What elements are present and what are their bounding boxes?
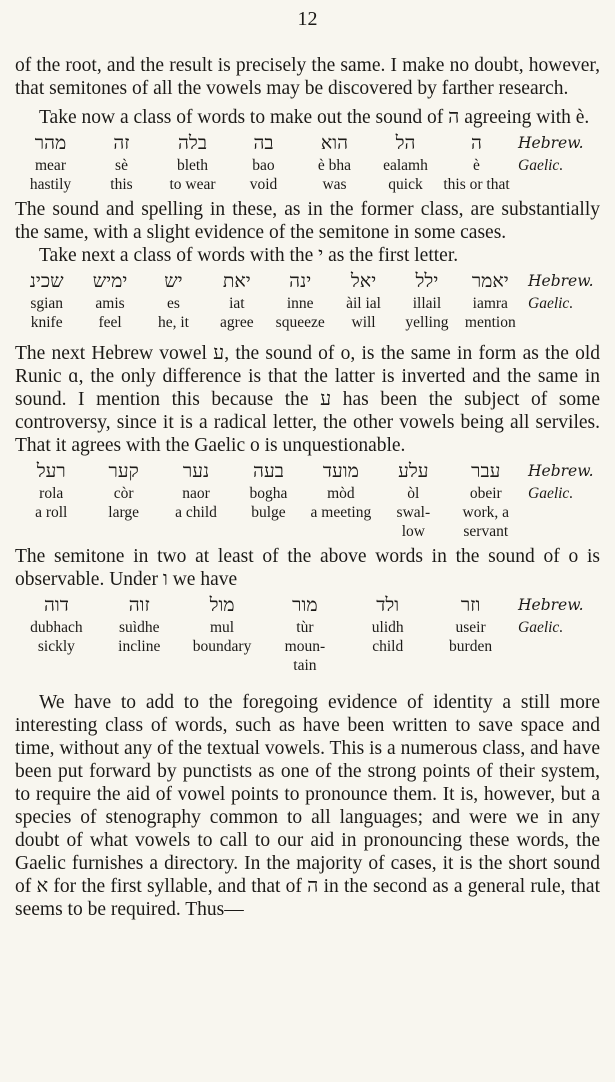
gaelic-word: ulidh (371, 619, 404, 636)
hebrew-word: ולד (376, 594, 400, 616)
english-gloss: bulge (251, 504, 286, 521)
english-gloss: work, a servant (462, 504, 510, 540)
gaelic-word: iat (229, 295, 245, 312)
page-number: 12 (297, 8, 318, 30)
english-gloss: yelling (405, 314, 449, 331)
english-gloss: quick (388, 176, 423, 193)
gaelic-word: bao (252, 157, 275, 174)
gaelic-label: Gaelic. (518, 619, 564, 636)
gaelic-label: Gaelic. (518, 157, 564, 174)
english-gloss: incline (118, 638, 161, 655)
gaelic-word: obeir (469, 485, 502, 502)
hebrew-label: Hebrew. (518, 596, 584, 614)
hebrew-word: עבר (471, 460, 501, 482)
hebrew-word: ה (471, 132, 482, 154)
gaelic-word: dubhach (30, 619, 83, 636)
hebrew-label: Hebrew. (528, 462, 594, 480)
gaelic-label: Gaelic. (528, 485, 574, 502)
hebrew-word: הל (395, 132, 416, 154)
hebrew-word: יאל (350, 270, 377, 292)
hebrew-word: מהר (34, 132, 67, 154)
english-gloss: swal- low (396, 504, 431, 540)
english-gloss: void (249, 176, 278, 193)
gaelic-word: è (473, 157, 480, 174)
hebrew-word: קער (108, 460, 139, 482)
hebrew-label: Hebrew. (518, 134, 584, 152)
hebrew-word: בעה (253, 460, 284, 482)
hebrew-word: ימיש (92, 270, 128, 292)
word-table-1 (15, 131, 600, 194)
paragraph-3: The sound and spelling in these, as in the former class, are substantially the same, with a slight evidence of the semitone in some cases. (15, 199, 600, 243)
paragraph-7: We have to add to the foregoing evidence of identity a still more interesting class of words, such as have been written to save space and time, without any of the textual vowels. This is a numerous class, and have been put forward by punctists as one of the strong points of their system, to require the aid of vowel points to pronounce them. It is, however, but a species of stenography common to all languages; and were we in any doubt of what vowels to call to our aid in pronouncing these words, the Gaelic furnishes a directory. In the majority of cases, it is the short sound of א for the first syllable, and that of ה in the second as a general rule, that seems to be required. Thus— (15, 692, 601, 920)
english-gloss: burden (449, 638, 493, 655)
english-gloss: child (372, 638, 404, 655)
english-gloss: this or that (443, 176, 510, 193)
gaelic-word: es (166, 295, 180, 312)
gaelic-word: amis (95, 295, 125, 312)
english-gloss: sickly (37, 638, 75, 655)
gaelic-word: tùr (296, 619, 314, 636)
gaelic-word: naor (182, 485, 210, 502)
hebrew-word: מור (292, 594, 318, 616)
hebrew-word: יאמר (471, 270, 509, 292)
hebrew-word: ינה (289, 270, 312, 292)
hebrew-word: דוה (43, 594, 69, 616)
hebrew-word: מול (209, 594, 235, 616)
english-gloss: boundary (192, 638, 252, 655)
gaelic-word: è bha (317, 157, 352, 174)
gaelic-word: ealamh (383, 157, 428, 174)
gaelic-word: bleth (177, 157, 208, 174)
english-gloss: knife (30, 314, 63, 331)
hebrew-word: יש (164, 270, 183, 292)
gaelic-word: iamra (472, 295, 508, 312)
english-gloss: agree (220, 314, 254, 331)
gaelic-word: illail (412, 295, 442, 312)
english-gloss: to wear (169, 176, 216, 193)
hebrew-word: מועד (322, 460, 359, 482)
word-table-3 (15, 459, 600, 541)
word-table-4 (15, 593, 600, 675)
gaelic-word: inne (286, 295, 314, 312)
gaelic-word: sgian (30, 295, 64, 312)
hebrew-word: שכינ (29, 270, 64, 292)
gaelic-word: còr (113, 485, 134, 502)
paragraph-6: The semitone in two at least of the above words in the sound of o is observable. Under ו we have (15, 546, 600, 590)
english-gloss: feel (98, 314, 122, 331)
hebrew-word: בה (253, 132, 274, 154)
gaelic-word: sè (115, 157, 128, 174)
page-content (15, 54, 600, 921)
gaelic-word: òl (407, 485, 420, 502)
gaelic-word: àil ial (346, 295, 381, 312)
english-gloss: was (322, 176, 347, 193)
paragraph-4: Take next a class of words with the י as the first letter. (39, 245, 459, 266)
gaelic-word: mul (210, 619, 235, 636)
english-gloss: large (108, 504, 139, 521)
hebrew-word: ילל (415, 270, 439, 292)
english-gloss: hastily (29, 176, 72, 193)
english-gloss: squeeze (275, 314, 325, 331)
hebrew-label: Hebrew. (528, 272, 594, 290)
gaelic-word: bogha (249, 485, 288, 502)
hebrew-word: וזר (460, 594, 481, 616)
gaelic-word: suìdhe (119, 619, 160, 636)
hebrew-word: זה (113, 132, 130, 154)
english-gloss: this (110, 176, 133, 193)
hebrew-word: עלע (398, 460, 429, 482)
english-gloss: will (351, 314, 376, 331)
paragraph-2: Take now a class of words to make out the sound of ה agreeing with è. (39, 107, 590, 128)
hebrew-word: יאת (222, 270, 251, 292)
english-gloss: he, it (157, 314, 189, 331)
english-gloss: a meeting (310, 504, 372, 521)
paragraph-1: of the root, and the result is precisely the same. I make no doubt, however, that semitones of all the vowels may be discovered by farther research. (15, 55, 600, 99)
gaelic-word: mòd (327, 485, 355, 502)
english-gloss: a roll (35, 504, 68, 521)
gaelic-label: Gaelic. (528, 295, 574, 312)
hebrew-word: רעל (36, 460, 66, 482)
word-table-2 (15, 269, 600, 332)
gaelic-word: mear (35, 157, 66, 174)
english-gloss: moun- tain (284, 638, 326, 674)
hebrew-word: הוא (320, 132, 349, 154)
gaelic-word: rola (39, 485, 64, 502)
english-gloss: a child (175, 504, 217, 521)
hebrew-word: בלה (178, 132, 207, 154)
paragraph-5: The next Hebrew vowel ע, the sound of o, is the same in form as the old Runic ɑ, the only difference is that the latter is inverted and the same in sound. I mention this because the ע has been the subject of some controversy, since it is a radical letter, the other vowels being all serviles. That it agrees with the Gaelic o is unquestionable. (15, 343, 601, 456)
hebrew-word: נער (182, 460, 210, 482)
hebrew-word: זוה (128, 594, 150, 616)
gaelic-word: useir (455, 619, 486, 636)
english-gloss: mention (464, 314, 516, 331)
